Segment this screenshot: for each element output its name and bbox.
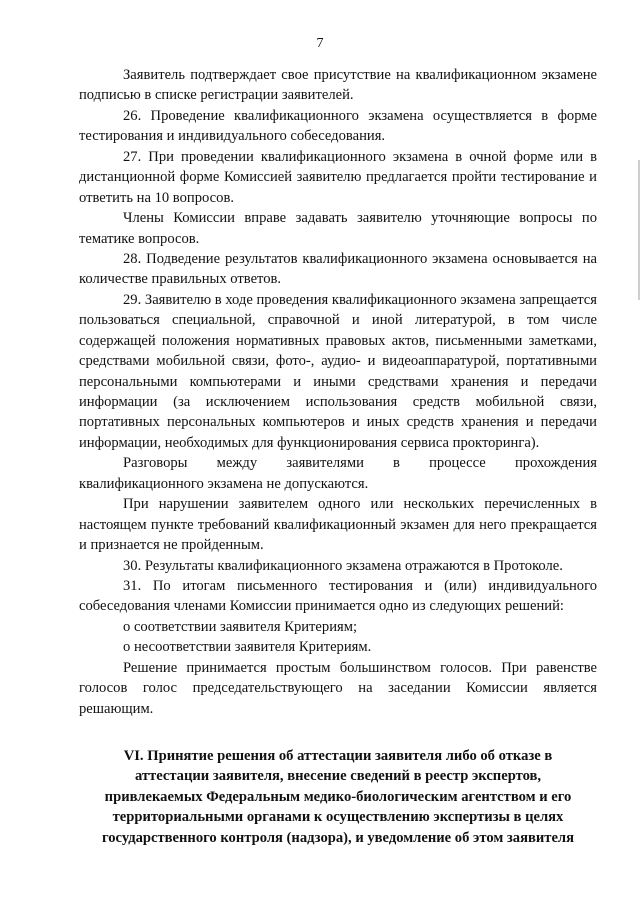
page-number: 7 [316,36,324,51]
paragraph: Заявитель подтверждает свое присутствие на квалификационном экзамене подписью в списке регистрации заявителей. [79,67,597,104]
section-heading-line: привлекаемых Федеральным медико-биологическим агентством и его [104,788,572,805]
section-heading [79,746,597,848]
paragraph: 26. Проведение квалификационного экзамена осуществляется в форме тестирования и индивидуального собеседования. [79,107,597,145]
section-heading-line: аттестации заявителя, внесение сведений в реестр экспертов, [134,768,542,785]
paragraph: 30. Результаты квалификационного экзамена отражаются в Протоколе. [123,557,563,574]
paragraph: Члены Комиссии вправе задавать заявителю уточняющие вопросы по тематике вопросов. [79,210,597,247]
section-heading-line: территориальными органами к осуществлению экспертизы в целях [112,809,564,826]
paragraph: Решение принимается простым большинством голосов. При равенстве голосов голос председательствующего на заседании Комиссии является решающим. [79,659,597,717]
body-text [79,65,597,719]
paragraph: При нарушении заявителем одного или нескольких перечисленных в настоящем пункте требований квалификационный экзамен для него прекращается и признается не пройденным. [79,496,597,553]
paragraph: 31. По итогам письменного тестирования и (или) индивидуального собеседования членами Комиссии принимается одно из следующих решений: [79,578,597,615]
paragraph: 28. Подведение результатов квалификационного экзамена основывается на количестве правильных ответов. [79,251,597,288]
list-item: о несоответствии заявителя Критериям. [123,639,372,656]
paragraph: Разговоры между заявителями в процессе прохождения квалификационного экзамена не допускаются. [79,455,597,492]
paragraph: 27. При проведении квалификационного экзамена в очной форме или в дистанционной форме Комиссией заявителю предлагается пройти тестирование и ответить на 10 вопросов. [79,148,597,206]
section-heading-line: VI. Принятие решения об аттестации заявителя либо об отказе в [123,748,553,764]
list-item: о соответствии заявителя Критериям; [123,618,358,635]
section-heading-line: государственного контроля (надзора), и уведомление об этом заявителя [101,829,574,846]
paragraph: 29. Заявителю в ходе проведения квалификационного экзамена запрещается пользоваться специальной, справочной и иной литературой, в том числе содержащей положения нормативных правовых актов, письменными заметками, средствами мобильной связи, фото-, аудио- и видеоаппаратурой, портативными персональными компьютерами и иными средствами хранения и передачи информации (за исключением использования средств мобильной связи, портативных персональных компьютеров и иных средств хранения и передачи информации, необходимых для функционирования сервиса прокторинга). [79,291,597,451]
